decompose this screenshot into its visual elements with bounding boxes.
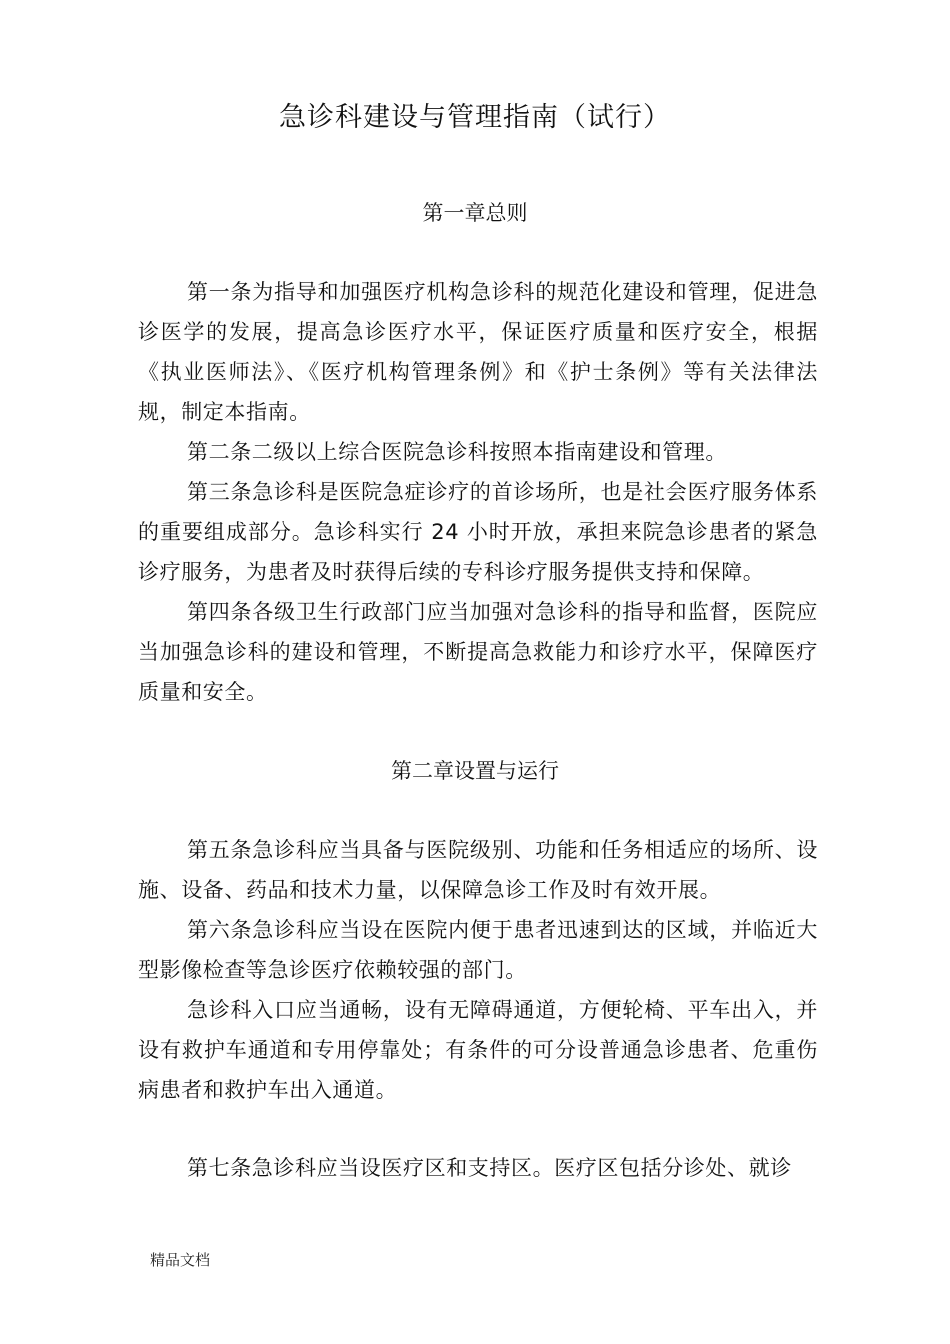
footer-watermark-text: 精品文档 [150, 1251, 211, 1269]
article-7-paragraph: 第七条急诊科应当设医疗区和支持区。医疗区包括分诊处、就诊 [187, 1156, 792, 1180]
chapter-2-body [138, 830, 818, 1110]
article-2-paragraph: 第二条二级以上综合医院急诊科按照本指南建设和管理。 [187, 440, 727, 464]
entrance-paragraph: 急诊科入口应当通畅，设有无障碍通道，方便轮椅、平车出入，并设有救护车通道和专用停靠处；有条件的可分设普通急诊患者、危重伤病患者和救护车出入通道。 [138, 998, 818, 1102]
article-3-paragraph: 第三条急诊科是医院急症诊疗的首诊场所，也是社会医疗服务体系的重要组成部分。急诊科实行 24 小时开放，承担来院急诊患者的紧急诊疗服务，为患者及时获得后续的专科诊疗服务提供支持和保障。 [138, 480, 818, 584]
chapter-2-continued [138, 1148, 818, 1188]
chapter-heading-1: 第一章总则 [422, 201, 528, 225]
article-6-paragraph: 第六条急诊科应当设在医院内便于患者迅速到达的区域，并临近大型影像检查等急诊医疗依赖较强的部门。 [138, 918, 818, 982]
chapter-heading-2: 第二章设置与运行 [391, 759, 559, 783]
chapter-1-body [138, 272, 818, 712]
article-4-paragraph: 第四条各级卫生行政部门应当加强对急诊科的指导和监督，医院应当加强急诊科的建设和管理，不断提高急救能力和诊疗水平，保障医疗质量和安全。 [138, 600, 818, 704]
article-1-paragraph: 第一条为指导和加强医疗机构急诊科的规范化建设和管理，促进急诊医学的发展，提高急诊医疗水平，保证医疗质量和医疗安全，根据《执业医师法》、《医疗机构管理条例》和《护士条例》等有关法律法规，制定本指南。 [138, 280, 818, 424]
article-5-paragraph: 第五条急诊科应当具备与医院级别、功能和任务相适应的场所、设施、设备、药品和技术力量，以保障急诊工作及时有效开展。 [138, 838, 818, 902]
document-title: 急诊科建设与管理指南（试行） [279, 102, 671, 133]
